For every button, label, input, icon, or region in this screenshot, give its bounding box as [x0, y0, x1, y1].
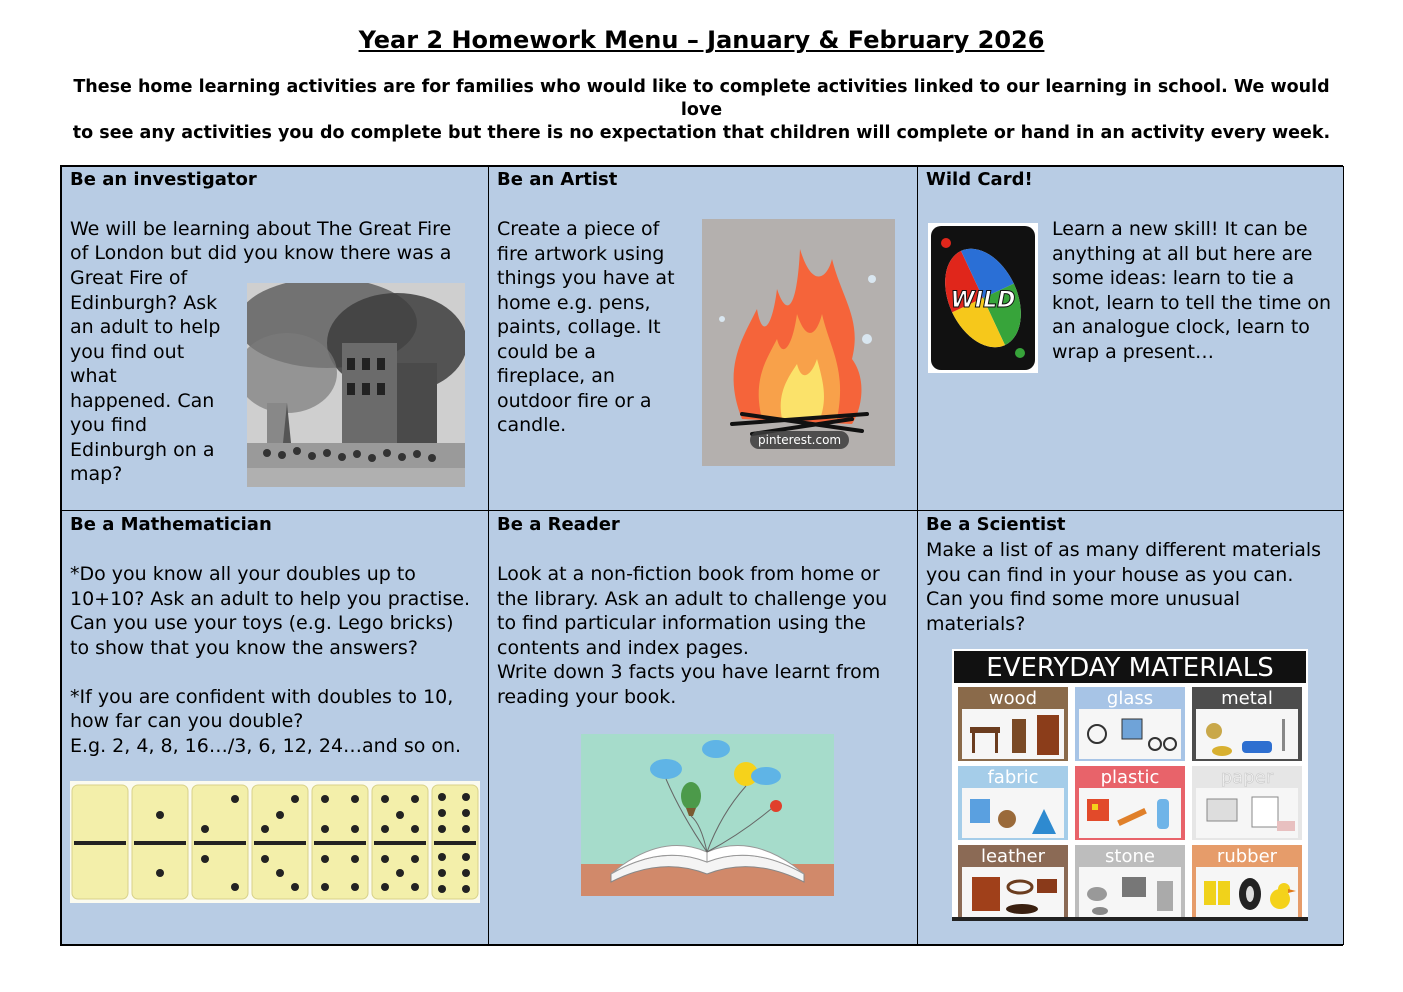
cell-heading: Be an investigator	[70, 169, 257, 190]
cell-text-line: We will be learning about The Great Fire	[70, 218, 452, 240]
material-label: wood	[988, 688, 1038, 709]
material-label: metal	[1221, 688, 1273, 709]
cell-investigator	[61, 166, 489, 511]
cell-text-line: of London but did you know there was a	[70, 242, 452, 264]
material-label: fabric	[987, 767, 1039, 788]
wild-card-label: WILD	[950, 288, 1016, 313]
page-title: Year 2 Homework Menu – January & February 2026	[358, 26, 1045, 54]
cell-reader	[488, 510, 918, 945]
uno-wild-card-image	[928, 223, 1038, 373]
material-label: plastic	[1100, 767, 1160, 788]
cell-artist	[488, 166, 918, 511]
cell-heading: Be a Scientist	[926, 514, 1066, 535]
cell-text: Create a piece of fire artwork using things you have at home e.g. pens, paints, collage. It could be a fireplace, an outdoor fire or a candle.	[497, 218, 675, 436]
open-book-image	[581, 734, 834, 896]
material-label: glass	[1106, 688, 1154, 709]
intro-line-2: to see any activities you do complete but there is no expectation that children will complete or hand in an activity every week.	[72, 123, 1331, 143]
cell-heading: Wild Card!	[926, 169, 1033, 190]
intro-line-1: These home learning activities are for families who would like to complete activities linked to our learning in school. We would love	[73, 77, 1330, 120]
cell-text: *Do you know all your doubles up to 10+10? Ask an adult to help you practise. Can you use your toys (e.g. Lego bricks) to show that you know the answers? *If you are confident with doubles to 10, how far can you double? E.g. 2, 4, 8, 16…/3, 6, 12, 24…and so on.	[70, 563, 471, 757]
cell-heading: Be a Mathematician	[70, 514, 272, 535]
material-label: rubber	[1216, 846, 1278, 867]
material-label: leather	[980, 846, 1046, 867]
fire-artwork-image	[702, 219, 895, 466]
cell-scientist	[917, 510, 1344, 945]
cell-heading: Be an Artist	[497, 169, 618, 190]
cell-mathematician	[61, 510, 489, 945]
pinterest-watermark: pinterest.com	[750, 431, 849, 449]
cell-wildcard	[917, 166, 1344, 511]
everyday-materials-poster	[952, 649, 1308, 921]
cell-text: Look at a non-fiction book from home or the library. Ask an adult to challenge you to find particular information using the contents and index pages. Write down 3 facts you have learnt from reading your book.	[497, 563, 888, 708]
great-fire-engraving-image	[247, 283, 465, 487]
homework-grid	[60, 165, 1343, 946]
dominoes-image	[70, 781, 480, 903]
cell-text: Make a list of as many different materials you can find in your house as you can. Can you find some more unusual materials?	[926, 539, 1322, 635]
material-label: stone	[1105, 846, 1155, 867]
cell-text: Learn a new skill! It can be anything at all but here are some ideas: learn to tie a knot, learn to tell the time on an analogue clock, learn to wrap a present…	[1052, 218, 1332, 363]
intro-text	[60, 76, 1343, 145]
material-label: paper	[1220, 767, 1274, 788]
cell-text: Great Fire of Edinburgh? Ask an adult to help you find out what happened. Can you find Edinburgh on a map?	[70, 267, 221, 485]
cell-heading: Be a Reader	[497, 514, 620, 535]
poster-title: EVERYDAY MATERIALS	[986, 653, 1274, 683]
